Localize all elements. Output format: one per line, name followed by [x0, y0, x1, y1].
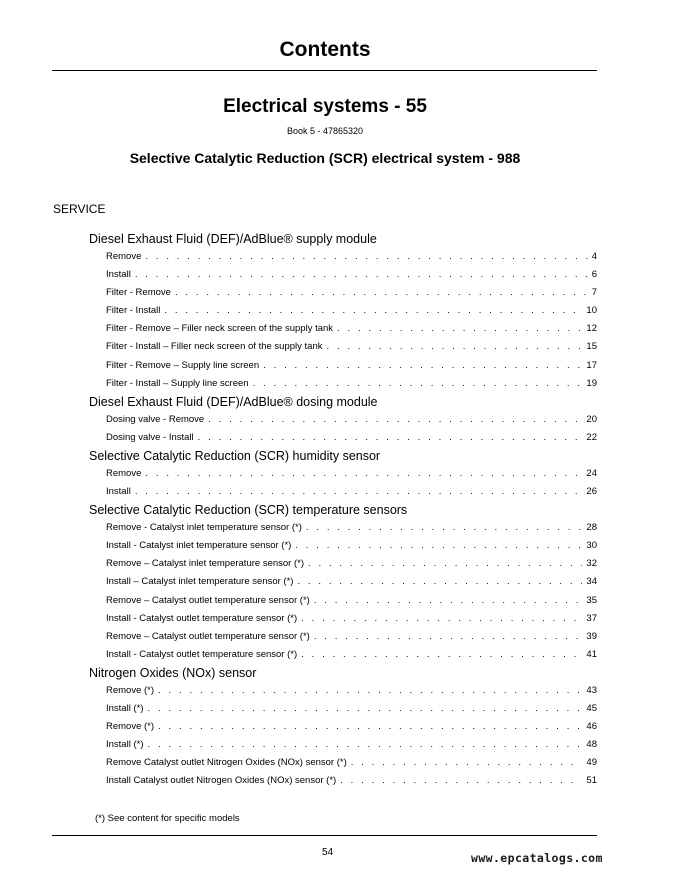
toc-entry[interactable] — [89, 375, 597, 393]
toc-entry[interactable] — [89, 357, 597, 375]
dot-leader — [297, 573, 582, 591]
toc-entry-page: 20 — [586, 413, 597, 425]
toc-entry-label: Filter - Install — [106, 305, 161, 317]
bottom-divider — [52, 835, 597, 836]
dot-leader — [301, 610, 582, 628]
toc-entry-label: Remove – Catalyst inlet temperature sensor (*) — [106, 558, 304, 570]
service-heading: SERVICE — [53, 202, 106, 216]
toc-entry-label: Install – Catalyst inlet temperature sensor (*) — [106, 576, 294, 588]
toc-entry-page: 41 — [586, 648, 597, 660]
toc-entry[interactable] — [89, 537, 597, 555]
toc-entry-page: 6 — [591, 269, 597, 281]
toc-entry-label: Install Catalyst outlet Nitrogen Oxides (NOx) sensor (*) — [106, 775, 337, 787]
page-number: 54 — [321, 847, 334, 858]
dot-leader — [326, 338, 582, 356]
dot-leader — [145, 248, 587, 266]
toc-entry[interactable] — [89, 338, 597, 356]
dot-leader — [175, 284, 588, 302]
dot-leader — [135, 266, 588, 284]
toc-entry-label: Remove — [106, 251, 142, 262]
toc-entry-label: Remove (*) — [106, 684, 155, 696]
toc-entry-page: 28 — [586, 522, 597, 534]
toc-group-title[interactable]: Diesel Exhaust Fluid (DEF)/AdBlue® dosing module — [89, 394, 378, 409]
toc-entry-label: Remove — [106, 467, 142, 479]
toc-entry-label: Filter - Remove – Supply line screen — [106, 359, 260, 371]
dot-leader — [164, 302, 582, 320]
toc-entry-label: Remove – Catalyst outlet temperature sensor (*) — [106, 594, 310, 606]
toc-entry-label: Filter - Remove — [106, 287, 171, 299]
toc-entry[interactable] — [89, 284, 597, 302]
toc-entry-label: Filter - Install – Filler neck screen of the supply tank — [106, 341, 323, 353]
dot-leader — [145, 465, 582, 483]
toc-group — [89, 231, 597, 393]
toc-entry-label: Remove (*) — [106, 721, 155, 733]
toc-entry-page: 4 — [591, 251, 597, 262]
toc-entry-label: Filter - Remove – Filler neck screen of the supply tank — [106, 323, 334, 335]
toc-entry-label: Filter - Install – Supply line screen — [106, 377, 249, 389]
toc-group — [89, 502, 597, 664]
toc-entry[interactable] — [89, 573, 597, 591]
toc-entry-page: 45 — [586, 702, 597, 714]
toc-entry-page: 43 — [586, 684, 597, 696]
toc-entry-page: 10 — [586, 305, 597, 317]
toc-entry[interactable] — [89, 302, 597, 320]
toc-entry-label: Remove – Catalyst outlet temperature sensor (*) — [106, 630, 310, 642]
toc-entry-label: Remove - Catalyst inlet temperature sensor (*) — [106, 522, 302, 534]
toc-entry-page: 37 — [586, 612, 597, 624]
toc-entry[interactable] — [89, 592, 597, 610]
toc-entry[interactable] — [89, 429, 597, 447]
toc-entry[interactable] — [89, 628, 597, 646]
toc-entry[interactable] — [89, 736, 597, 754]
dot-leader — [263, 357, 582, 375]
toc-entry-page: 26 — [586, 486, 597, 498]
dot-leader — [253, 375, 583, 393]
chapter-title: Electrical systems - 55 — [223, 96, 427, 117]
dot-leader — [314, 592, 583, 610]
toc-entry-label: Install - Catalyst outlet temperature sensor (*) — [106, 648, 298, 660]
toc-entry-page: 32 — [586, 558, 597, 570]
toc-entry-label: Remove Catalyst outlet Nitrogen Oxides (NOx) sensor (*) — [106, 757, 347, 769]
toc-entry[interactable] — [89, 248, 597, 266]
toc-entry[interactable] — [89, 646, 597, 664]
toc-group-title[interactable]: Selective Catalytic Reduction (SCR) humidity sensor — [89, 448, 381, 463]
toc-entry-page: 19 — [586, 377, 597, 389]
dot-leader — [301, 646, 582, 664]
toc-entry-label: Install - Catalyst inlet temperature sensor (*) — [106, 540, 292, 552]
toc-group-title[interactable]: Nitrogen Oxides (NOx) sensor — [89, 665, 257, 680]
toc-entry-page: 7 — [591, 287, 597, 299]
footnote: (*) See content for specific models — [95, 813, 240, 824]
dot-leader — [314, 628, 583, 646]
toc-entry[interactable] — [89, 519, 597, 537]
dot-leader — [208, 411, 582, 429]
toc-entry-page: 17 — [586, 359, 597, 371]
toc-group — [89, 665, 597, 791]
toc-entry-page: 30 — [586, 540, 597, 552]
toc-entry-label: Dosing valve - Remove — [106, 413, 205, 425]
toc-entry-page: 22 — [586, 431, 597, 443]
toc-entry-label: Dosing valve - Install — [106, 431, 194, 443]
toc-entry-label: Install — [106, 486, 131, 498]
toc-entry[interactable] — [89, 718, 597, 736]
dot-leader — [158, 718, 582, 736]
toc-group-title[interactable]: Diesel Exhaust Fluid (DEF)/AdBlue® supply module — [89, 232, 377, 246]
section-title: Selective Catalytic Reduction (SCR) electrical system - 988 — [129, 150, 521, 166]
top-divider — [52, 70, 597, 71]
toc-group — [89, 448, 597, 501]
toc-entry[interactable] — [89, 266, 597, 284]
dot-leader — [351, 754, 583, 772]
dot-leader — [308, 555, 582, 573]
dot-leader — [147, 736, 582, 754]
dot-leader — [340, 772, 582, 790]
toc-group-title[interactable]: Selective Catalytic Reduction (SCR) temperature sensors — [89, 503, 408, 518]
toc-entry-label: Install (*) — [106, 739, 144, 751]
book-reference: Book 5 - 47865320 — [286, 126, 364, 136]
toc-entry[interactable] — [89, 700, 597, 718]
dot-leader — [306, 519, 583, 537]
toc-entry-label: Install — [106, 269, 131, 281]
toc-entry-page: 48 — [586, 739, 597, 751]
toc-group — [89, 394, 597, 447]
toc-entry-page: 12 — [586, 323, 597, 335]
dot-leader — [198, 429, 583, 447]
toc-entry[interactable] — [89, 772, 597, 790]
toc-entry-page: 46 — [586, 721, 597, 733]
toc-entry[interactable] — [89, 465, 597, 483]
dot-leader — [135, 483, 583, 501]
table-of-contents — [89, 230, 597, 790]
dot-leader — [295, 537, 582, 555]
watermark-url[interactable]: www.epcatalogs.com — [471, 851, 603, 865]
toc-entry-page: 35 — [586, 594, 597, 606]
toc-entry-page: 51 — [586, 775, 597, 787]
toc-entry-page: 15 — [586, 341, 597, 353]
toc-entry[interactable] — [89, 610, 597, 628]
page-title: Contents — [279, 38, 371, 61]
dot-leader — [147, 700, 582, 718]
toc-entry[interactable] — [89, 320, 597, 338]
toc-entry[interactable] — [89, 483, 597, 501]
toc-entry[interactable] — [89, 682, 597, 700]
dot-leader — [158, 682, 582, 700]
toc-entry[interactable] — [89, 411, 597, 429]
dot-leader — [337, 320, 582, 338]
toc-entry[interactable] — [89, 754, 597, 772]
toc-entry-page: 34 — [586, 576, 597, 588]
toc-entry-page: 24 — [586, 467, 597, 479]
toc-entry-label: Install - Catalyst outlet temperature sensor (*) — [106, 612, 298, 624]
toc-entry-page: 39 — [586, 630, 597, 642]
toc-entry[interactable] — [89, 555, 597, 573]
toc-entry-page: 49 — [586, 757, 597, 769]
toc-entry-label: Install (*) — [106, 702, 144, 714]
